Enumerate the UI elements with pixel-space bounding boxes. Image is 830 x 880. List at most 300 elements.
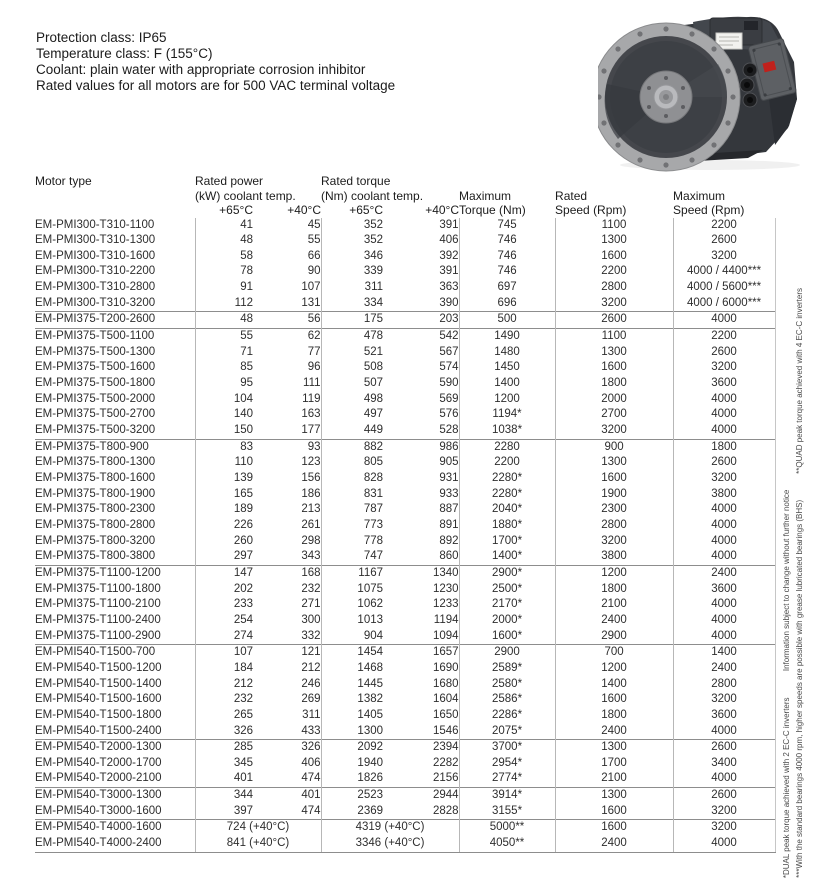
maxs-cell: 3600 [673, 376, 775, 392]
maxs-cell: 4000 [673, 407, 775, 423]
t65-cell: 904 [321, 629, 383, 645]
max-cell: 2954* [459, 756, 555, 772]
p65-cell: 397 [195, 804, 253, 820]
table-row [35, 439, 775, 455]
rated-cell: 1800 [555, 582, 673, 598]
table-row [35, 518, 775, 534]
p40-cell: 131 [301, 296, 321, 309]
maxs-cell: 1400 [673, 645, 775, 661]
table-row [35, 312, 775, 329]
name-cell: EM-PMI300-T310-1600 [35, 249, 156, 262]
t65-cell: 2092 [321, 740, 383, 756]
name-cell: EM-PMI300-T310-1300 [35, 234, 156, 247]
maxs-cell: 2200 [673, 218, 775, 234]
pmerge-cell: 841 (+40°C) [195, 836, 321, 852]
name-cell: EM-PMI300-T310-2800 [35, 281, 156, 294]
table-row [35, 264, 775, 280]
table-row [35, 820, 775, 836]
p65-cell: 226 [195, 518, 253, 534]
rated-cell: 700 [555, 645, 673, 661]
name-cell: EM-PMI375-T500-1600 [35, 361, 156, 374]
t65-cell: 1468 [321, 661, 383, 677]
maxs-cell: 4000 [673, 613, 775, 629]
max-cell: 2589* [459, 661, 555, 677]
p65-cell: 58 [195, 249, 253, 265]
t65-cell: 507 [321, 376, 383, 392]
t65-cell: 1300 [321, 724, 383, 740]
rated-cell: 2300 [555, 502, 673, 518]
p40-cell: 168 [253, 565, 321, 581]
p40-cell: 326 [253, 740, 321, 756]
rated-cell: 1200 [555, 565, 673, 581]
t65-cell: 1940 [321, 756, 383, 772]
name-cell: EM-PMI375-T500-1100 [35, 329, 195, 345]
name-cell: EM-PMI540-T1500-1400 [35, 677, 162, 690]
p40-cell: 121 [253, 645, 321, 661]
rated-cell: 900 [555, 439, 673, 455]
t40-cell: 933 [439, 487, 459, 500]
max-cell: 1480 [459, 345, 555, 361]
intro-notes [36, 30, 395, 94]
table-row [35, 502, 775, 518]
p65-cell: 91 [195, 280, 253, 296]
rated-cell: 1600 [555, 360, 673, 376]
max-cell: 1200 [459, 392, 555, 408]
t40-cell: 2394 [383, 740, 459, 756]
p40-cell: 90 [307, 265, 321, 278]
maxs-cell: 2400 [673, 661, 775, 677]
table-row [35, 804, 775, 820]
rated-cell: 1800 [555, 376, 673, 392]
table-row [35, 345, 775, 361]
t40-cell: 406 [439, 234, 459, 247]
max-cell: 746 [459, 249, 555, 265]
max-cell: 2500* [459, 582, 555, 598]
p65-cell: 48 [195, 233, 253, 249]
name-cell: EM-PMI375-T800-3800 [35, 550, 156, 563]
maxs-cell: 2600 [673, 455, 775, 471]
footnote-column-outer [795, 288, 804, 878]
p40-cell: 123 [301, 456, 321, 469]
p40-cell: 45 [307, 218, 321, 231]
header-power-unit: (kW) coolant temp. [195, 188, 296, 203]
header-rated-speed-1: Rated [555, 188, 588, 203]
max-cell: 696 [459, 296, 555, 312]
t65-cell: 478 [321, 329, 383, 345]
max-cell: 3700* [459, 740, 555, 756]
p40-cell: 271 [301, 598, 321, 611]
max-cell: 2280 [459, 439, 555, 455]
maxs-cell: 4000 [673, 534, 775, 550]
rated-cell: 1100 [555, 218, 673, 234]
table-row [35, 487, 775, 503]
p65-cell: 112 [195, 296, 253, 312]
p40-cell: 261 [301, 518, 321, 531]
t40-cell: 1604 [432, 693, 459, 706]
p65-cell: 265 [195, 708, 253, 724]
name-cell: EM-PMI540-T4000-1600 [35, 820, 195, 836]
name-cell: EM-PMI375-T1100-2100 [35, 598, 161, 611]
max-cell: 745 [459, 218, 555, 234]
maxs-cell: 1800 [673, 439, 775, 455]
t65-cell: 1013 [321, 613, 383, 629]
p40-cell: 66 [307, 249, 321, 262]
t65-cell: 1445 [321, 677, 383, 693]
maxs-cell: 4000 [673, 629, 775, 645]
max-cell: 3155* [459, 804, 555, 820]
p65-cell: 147 [195, 565, 253, 581]
p40-cell: 332 [301, 629, 321, 642]
header-torque-unit: (Nm) coolant temp. [321, 188, 424, 203]
table-row [35, 549, 775, 565]
p40-cell: 343 [301, 550, 321, 563]
p40-cell: 474 [301, 804, 321, 817]
p40-cell: 163 [301, 408, 321, 421]
max-cell: 1700* [459, 534, 555, 550]
p65-cell: 104 [195, 392, 253, 408]
rated-cell: 2100 [555, 597, 673, 613]
table-row [35, 565, 775, 581]
maxs-cell: 4000 / 6000*** [673, 296, 775, 312]
t40-cell: 2828 [432, 804, 459, 817]
name-cell: EM-PMI300-T310-2200 [35, 265, 156, 278]
table-body [35, 218, 775, 853]
maxs-cell: 3200 [673, 471, 775, 487]
footnote-bearings: ***With the standard bearings 4000 rpm, higher speeds are possible with grease lubricated bearings (BHS) [795, 500, 804, 878]
p65-cell: 285 [195, 740, 253, 756]
t65-cell: 498 [321, 392, 383, 408]
table-row [35, 296, 775, 312]
t65-cell: 352 [321, 218, 383, 234]
header-max-torque-1: Maximum [459, 188, 512, 203]
max-cell: 2040* [459, 502, 555, 518]
table-row [35, 692, 775, 708]
p40-cell: 96 [307, 361, 321, 374]
name-cell: EM-PMI375-T800-2300 [35, 503, 156, 516]
maxs-cell: 4000 [673, 836, 775, 852]
p40-cell: 177 [301, 424, 321, 437]
p65-cell: 297 [195, 549, 253, 565]
rated-cell: 1600 [555, 471, 673, 487]
name-cell: EM-PMI540-T1500-1800 [35, 708, 162, 721]
maxs-cell: 4000 / 5600*** [673, 280, 775, 296]
maxs-cell: 4000 [673, 771, 775, 787]
p40-cell: 156 [301, 472, 321, 484]
maxs-cell: 2800 [673, 677, 775, 693]
p40-cell: 212 [301, 661, 321, 674]
table-row [35, 423, 775, 439]
maxs-cell: 3800 [673, 487, 775, 503]
name-cell: EM-PMI375-T800-1600 [35, 472, 156, 484]
name-cell: EM-PMI375-T800-1300 [35, 456, 156, 469]
t40-cell: 203 [383, 312, 459, 329]
header-rated-torque: Rated torque [321, 174, 391, 188]
table-row [35, 724, 775, 740]
t40-cell: 590 [439, 377, 459, 390]
max-cell: 2280* [459, 487, 555, 503]
name-cell: EM-PMI375-T800-3200 [35, 534, 156, 547]
p65-cell: 83 [195, 439, 253, 455]
p40-cell: 474 [301, 772, 321, 785]
p65-cell: 326 [195, 724, 253, 740]
p40-cell: 311 [302, 708, 321, 721]
table-row [35, 582, 775, 598]
maxs-cell: 3200 [673, 249, 775, 265]
maxs-cell: 2400 [673, 565, 775, 581]
rated-cell: 2200 [555, 264, 673, 280]
name-cell: EM-PMI375-T500-1300 [35, 345, 156, 358]
p65-cell: 232 [195, 692, 253, 708]
name-cell: EM-PMI300-T310-1100 [35, 218, 155, 231]
name-cell: EM-PMI375-T500-3200 [35, 424, 156, 437]
p40-cell: 111 [303, 377, 321, 390]
maxs-cell: 3600 [673, 582, 775, 598]
t40-cell: 569 [439, 392, 459, 405]
maxs-cell: 4000 [673, 502, 775, 518]
table-row [35, 645, 775, 661]
p65-cell: 85 [195, 360, 253, 376]
max-cell: 1400* [459, 549, 555, 565]
table-row [35, 376, 775, 392]
table-row [35, 471, 775, 487]
t40-cell: 1230 [432, 582, 459, 595]
p65-cell: 184 [195, 661, 253, 677]
maxs-cell: 4000 / 4400*** [673, 264, 775, 280]
rated-cell: 1400 [555, 677, 673, 693]
table-row [35, 534, 775, 550]
rated-cell: 2400 [555, 613, 673, 629]
t40-cell: 1657 [383, 645, 459, 661]
p40-cell: 300 [301, 613, 321, 626]
max-cell: 2000* [459, 613, 555, 629]
t40-cell: 390 [439, 296, 459, 309]
rated-cell: 1300 [555, 345, 673, 361]
t40-cell: 1340 [383, 565, 459, 581]
t65-cell: 773 [321, 518, 383, 534]
rated-cell: 2400 [555, 724, 673, 740]
maxs-cell: 3200 [673, 360, 775, 376]
max-cell: 5000** [459, 820, 555, 836]
t65-cell: 778 [321, 534, 383, 550]
t40-cell: 2156 [432, 772, 459, 785]
header-torque-40: +40°C [425, 203, 460, 217]
header-rated-power: Rated power [195, 174, 264, 188]
p65-cell: 212 [195, 677, 253, 693]
name-cell: EM-PMI540-T4000-2400 [35, 836, 195, 852]
p40-cell: 119 [302, 392, 321, 405]
maxs-cell: 4000 [673, 724, 775, 740]
max-cell: 2286* [459, 708, 555, 724]
table-row [35, 788, 775, 804]
t40-cell: 574 [439, 361, 459, 374]
header-power-40: +40°C [287, 203, 322, 217]
p40-cell: 298 [301, 534, 321, 547]
name-cell: EM-PMI540-T1500-700 [35, 645, 195, 661]
table-row [35, 280, 775, 296]
table-header [35, 174, 775, 218]
p65-cell: 107 [195, 645, 253, 661]
note-temperature-class: Temperature class: F (155°C) [36, 46, 213, 61]
p65-cell: 260 [195, 534, 253, 550]
maxs-cell: 4000 [673, 312, 775, 329]
max-cell: 2586* [459, 692, 555, 708]
rated-cell: 2900 [555, 629, 673, 645]
rated-cell: 1700 [555, 756, 673, 772]
rated-cell: 1800 [555, 708, 673, 724]
rated-cell: 1900 [555, 487, 673, 503]
maxs-cell: 2200 [673, 329, 775, 345]
pmerge-cell: 724 (+40°C) [195, 820, 321, 836]
max-cell: 746 [459, 264, 555, 280]
footnote-quad: **QUAD peak torque achieved with 4 EC-C inverters [795, 288, 804, 475]
name-cell: EM-PMI375-T1100-1200 [35, 565, 195, 581]
note-protection-class: Protection class: IP65 [36, 30, 167, 45]
p65-cell: 150 [195, 423, 253, 439]
t40-cell: 392 [439, 249, 459, 262]
t65-cell: 334 [321, 296, 383, 312]
tmerge-cell: 4319 (+40°C) [321, 820, 459, 836]
maxs-cell: 3200 [673, 804, 775, 820]
p40-cell: 55 [307, 234, 321, 247]
name-cell: EM-PMI375-T500-2700 [35, 408, 156, 421]
t65-cell: 828 [321, 471, 383, 487]
rated-cell: 2700 [555, 407, 673, 423]
table-row [35, 836, 775, 852]
t40-cell: 887 [439, 503, 459, 516]
maxs-cell: 4000 [673, 423, 775, 439]
maxs-cell: 4000 [673, 518, 775, 534]
t65-cell: 1167 [321, 565, 383, 581]
table-row [35, 329, 775, 345]
name-cell: EM-PMI540-T3000-1600 [35, 804, 162, 817]
p40-cell: 93 [253, 439, 321, 455]
max-cell: 2774* [459, 771, 555, 787]
t40-cell: 2282 [432, 756, 459, 769]
name-cell: EM-PMI375-T1100-2400 [35, 613, 161, 626]
name-cell: EM-PMI540-T1500-1600 [35, 693, 162, 706]
maxs-cell: 3200 [673, 820, 775, 836]
rated-cell: 1300 [555, 740, 673, 756]
t40-cell: 1650 [432, 708, 459, 721]
t65-cell: 1075 [321, 582, 383, 598]
table-row [35, 392, 775, 408]
name-cell: EM-PMI375-T800-2800 [35, 518, 156, 531]
maxs-cell: 2600 [673, 233, 775, 249]
t65-cell: 2369 [321, 804, 383, 820]
rated-cell: 2100 [555, 771, 673, 787]
t40-cell: 1194 [433, 613, 459, 626]
name-cell: EM-PMI540-T2000-1300 [35, 740, 195, 756]
p65-cell: 55 [195, 329, 253, 345]
p65-cell: 345 [195, 756, 253, 772]
max-cell: 2900* [459, 565, 555, 581]
t40-cell: 391 [439, 265, 459, 278]
t65-cell: 747 [321, 549, 383, 565]
rated-cell: 3200 [555, 296, 673, 312]
max-cell: 2170* [459, 597, 555, 613]
p65-cell: 401 [195, 771, 253, 787]
maxs-cell: 4000 [673, 597, 775, 613]
name-cell: EM-PMI375-T500-2000 [35, 392, 156, 405]
t65-cell: 508 [321, 360, 383, 376]
t65-cell: 449 [321, 423, 383, 439]
note-coolant: Coolant: plain water with appropriate corrosion inhibitor [36, 62, 366, 77]
max-cell: 1038* [459, 423, 555, 439]
p65-cell: 110 [195, 455, 253, 471]
t40-cell: 891 [439, 518, 459, 531]
max-cell: 4050** [459, 836, 555, 852]
t65-cell: 1062 [321, 597, 383, 613]
p65-cell: 233 [195, 597, 253, 613]
header-max-torque-2: Torque (Nm) [459, 203, 526, 217]
table-row [35, 629, 775, 645]
max-cell: 2900 [459, 645, 555, 661]
rated-cell: 1300 [555, 455, 673, 471]
header-max-speed-2: Speed (Rpm) [673, 203, 745, 217]
p65-cell: 189 [195, 502, 253, 518]
rated-cell: 2400 [555, 836, 673, 852]
footnote-dual: *DUAL peak torque achieved with 2 EC-C inverters [782, 697, 791, 878]
p65-cell: 344 [195, 788, 253, 804]
t65-cell: 1405 [321, 708, 383, 724]
p40-cell: 107 [301, 281, 321, 294]
p40-cell: 406 [301, 756, 321, 769]
t65-cell: 352 [321, 233, 383, 249]
rated-cell: 2600 [555, 312, 673, 329]
table-row [35, 218, 775, 234]
t40-cell: 2944 [383, 788, 459, 804]
max-cell: 746 [459, 233, 555, 249]
maxs-cell: 2600 [673, 788, 775, 804]
p40-cell: 213 [301, 503, 321, 516]
rated-cell: 1600 [555, 820, 673, 836]
name-cell: EM-PMI540-T2000-2100 [35, 772, 162, 785]
motor-illustration [598, 4, 828, 174]
name-cell: EM-PMI375-T800-1900 [35, 487, 156, 500]
rated-cell: 3200 [555, 423, 673, 439]
footnote-column-inner [782, 490, 791, 878]
p65-cell: 202 [195, 582, 253, 598]
rated-cell: 1600 [555, 804, 673, 820]
t65-cell: 1382 [321, 692, 383, 708]
t40-cell: 1690 [432, 661, 459, 674]
header-max-speed-1: Maximum [673, 188, 726, 203]
t40-cell: 567 [439, 345, 459, 358]
footnote-info: Information subject to change without further notice [782, 489, 791, 672]
p40-cell: 56 [253, 312, 321, 329]
t65-cell: 2523 [321, 788, 383, 804]
rated-cell: 3200 [555, 534, 673, 550]
motor-spec-table [35, 174, 776, 853]
table-row [35, 677, 775, 693]
t65-cell: 831 [321, 487, 383, 503]
p65-cell: 140 [195, 407, 253, 423]
t65-cell: 521 [321, 345, 383, 361]
name-cell: EM-PMI300-T310-3200 [35, 296, 156, 309]
name-cell: EM-PMI540-T1500-1200 [35, 661, 162, 674]
name-cell: EM-PMI375-T1100-1800 [35, 582, 161, 595]
t40-cell: 905 [439, 456, 459, 469]
header-motor-type: Motor type [35, 174, 92, 188]
name-cell: EM-PMI375-T1100-2900 [35, 629, 161, 642]
motor-photo [598, 4, 828, 174]
rated-cell: 1200 [555, 661, 673, 677]
t40-cell: 1680 [432, 677, 459, 690]
rated-cell: 1600 [555, 692, 673, 708]
maxs-cell: 2600 [673, 740, 775, 756]
t65-cell: 1826 [321, 771, 383, 787]
rated-cell: 1300 [555, 233, 673, 249]
